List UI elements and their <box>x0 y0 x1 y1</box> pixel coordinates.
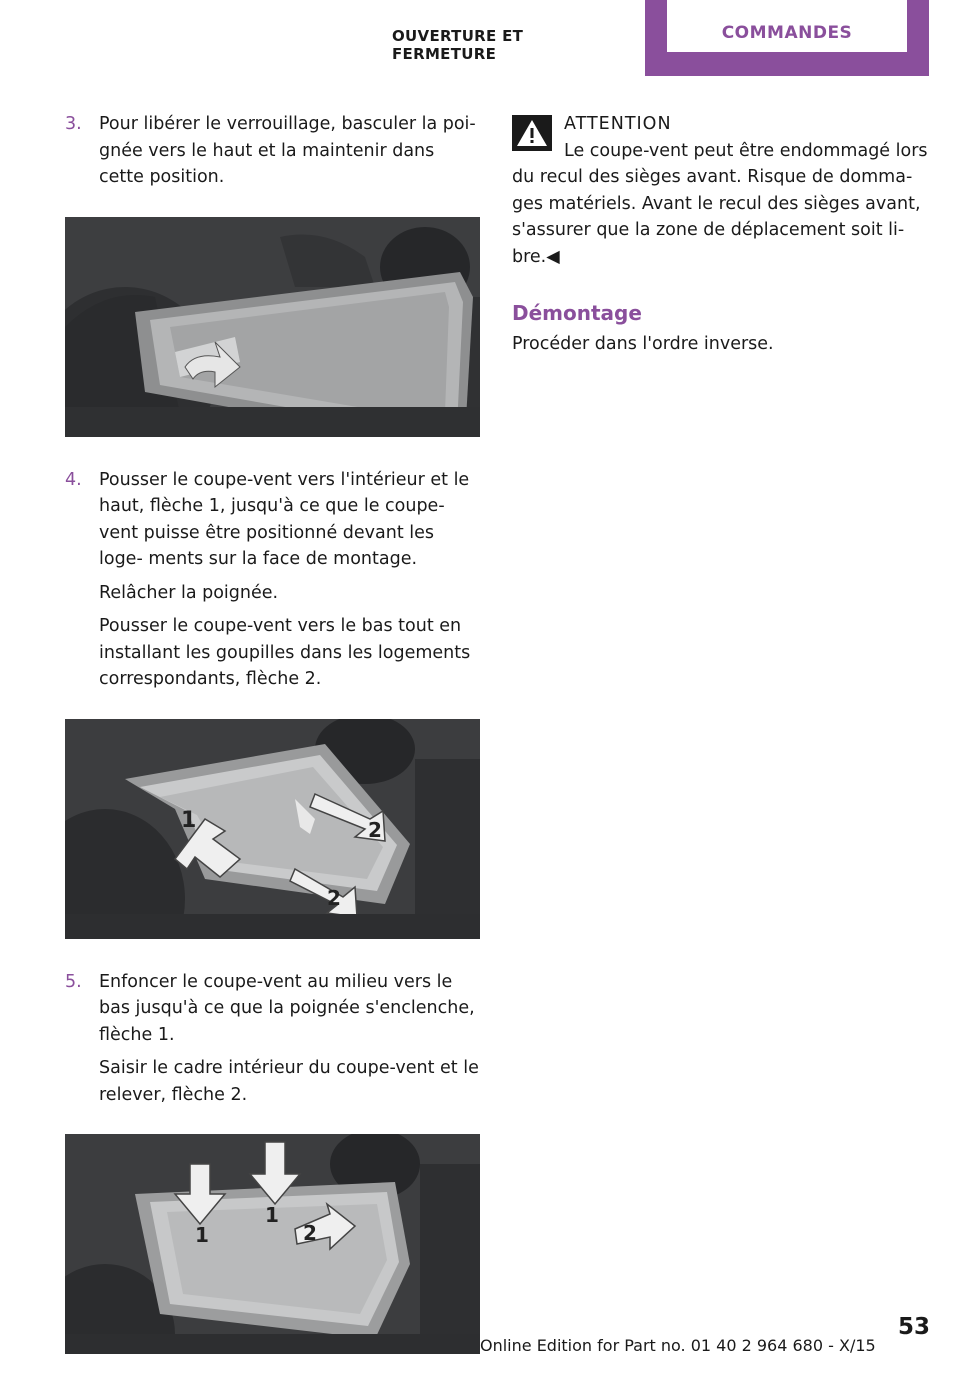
figure-engage-handle <box>65 1134 480 1354</box>
car-interior-illustration <box>65 719 480 939</box>
step-paragraph: Pousser le coupe-vent vers l'intérieur et le haut, flèche 1, jusqu'à ce que le coupe-vent puisse être positionné devant les loge‐ ments sur la face de montage. <box>99 469 470 569</box>
running-header-section: OUVERTURE ET FERMETURE <box>392 27 524 63</box>
right-column <box>512 111 930 357</box>
figure-release-handle <box>65 217 480 437</box>
chapter-tab <box>645 0 929 76</box>
step-3 <box>65 111 482 191</box>
step-body <box>99 111 482 191</box>
page-number: 53 <box>898 1314 931 1340</box>
step-number: 5. <box>65 971 82 992</box>
step-body <box>99 467 482 693</box>
warning-text-continued: du recul des sièges avant. Risque de domma‐ ges matériels. Avant le recul des sièges avant, s'assurer que la zone de déplacement soit li‐ bre.◀ <box>512 167 921 267</box>
step-paragraph: Pour libérer le verrouillage, basculer la poi‐ gnée vers le haut et la maintenir dans cette position. <box>99 114 476 187</box>
warning-block <box>512 111 930 270</box>
car-interior-illustration <box>65 217 480 437</box>
arrow-label-1: 1 <box>181 807 197 833</box>
chapter-tab-label: COMMANDES <box>721 23 853 43</box>
step-body <box>99 969 482 1109</box>
step-5 <box>65 969 482 1109</box>
step-paragraph: Enfoncer le coupe-vent au milieu vers le bas jusqu'à ce que la poignée s'enclenche, flèche 1. <box>99 971 475 1045</box>
warning-text: Le coupe-vent peut être endommagé lors <box>564 140 928 161</box>
warning-title: ATTENTION <box>564 114 672 134</box>
arrow-label-2: 2 <box>303 1221 317 1245</box>
left-column <box>65 111 482 1384</box>
edition-footer: Online Edition for Part no. 01 40 2 964 680 - X/15 <box>480 1336 876 1355</box>
step-number: 3. <box>65 114 82 134</box>
figure-position-windscreen <box>65 719 480 939</box>
section-title: Démontage <box>512 301 642 325</box>
step-number: 4. <box>65 469 82 490</box>
warning-triangle-icon <box>512 115 552 151</box>
car-interior-illustration <box>65 1134 480 1354</box>
step-4 <box>65 467 482 693</box>
step-paragraph: Saisir le cadre intérieur du coupe-vent et le relever, flèche 2. <box>99 1058 479 1105</box>
arrow-label-2: 2 <box>327 885 341 910</box>
chapter-tab-inner <box>667 0 907 52</box>
arrow-label-2: 2 <box>368 817 382 842</box>
arrow-label-1: 1 <box>265 1203 279 1227</box>
step-paragraph: Relâcher la poignée. <box>99 582 279 603</box>
section-text: Procéder dans l'ordre inverse. <box>512 333 774 354</box>
arrow-label-1: 1 <box>195 1223 209 1247</box>
step-paragraph: Pousser le coupe-vent vers le bas tout en installant les goupilles dans les logements correspondants, flèche 2. <box>99 616 471 689</box>
